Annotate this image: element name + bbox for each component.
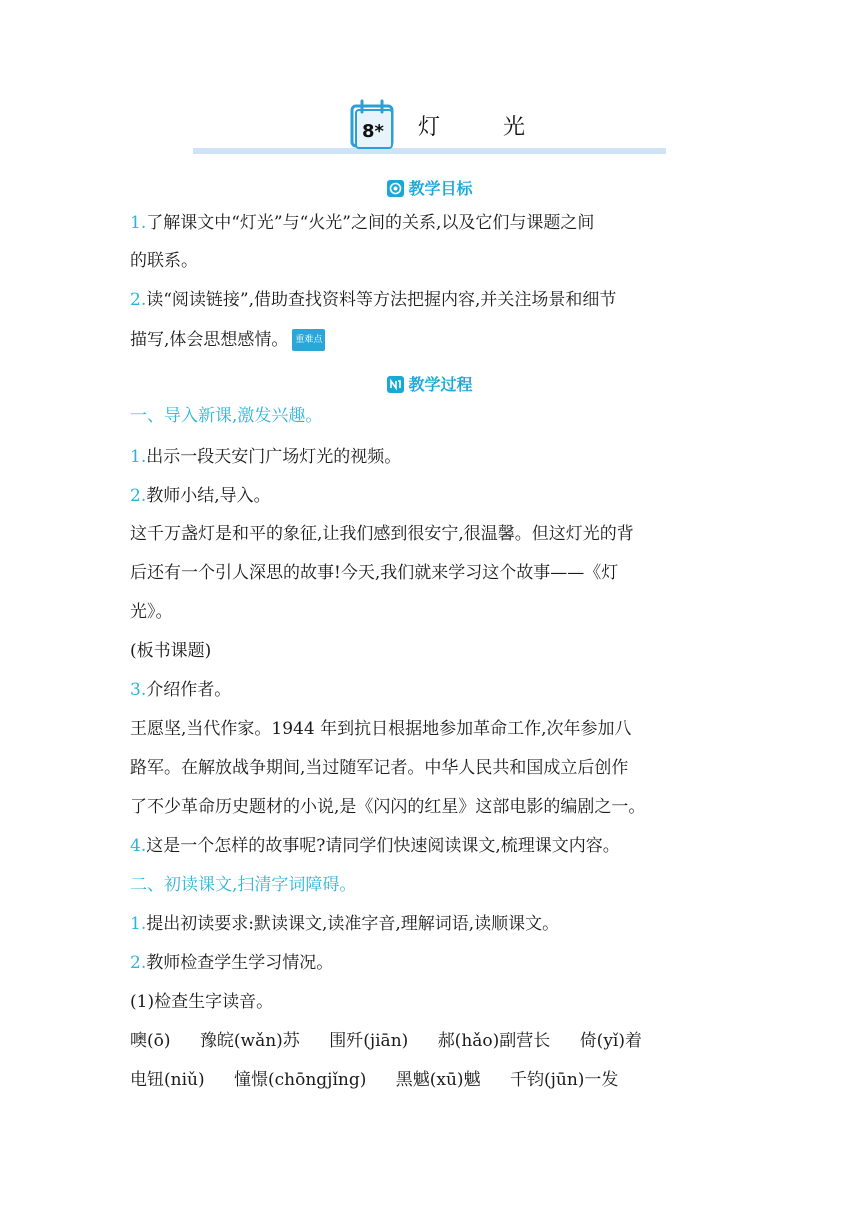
- pinyin-word: 噢(ō): [130, 1031, 171, 1051]
- process-heading-text: 教学过程: [408, 375, 473, 394]
- goal-item-2: 2.读“阅读链接”,借助查找资料等方法把握内容,并关注场景和细节: [130, 290, 617, 310]
- pinyin-word: 围歼(jiān): [329, 1031, 409, 1051]
- process-heading: [0, 372, 860, 395]
- p2-item-1: 1.提出初读要求:默读课文,读准字音,理解词语,读顺课文。: [130, 914, 560, 934]
- author-line3: 了不少革命历史题材的小说,是《闪闪的红星》这部电影的编剧之一。: [130, 797, 646, 817]
- p1-item-4: 4.这是一个怎样的故事呢?请同学们快速阅读课文,梳理课文内容。: [130, 836, 620, 856]
- author-line1: 王愿坚,当代作家。1944 年到抗日根据地参加革命工作,次年参加八: [130, 719, 632, 739]
- intro-paragraph-line1: 这千万盏灯是和平的象征,让我们感到很安宁,很温馨。但这灯光的背: [130, 524, 634, 544]
- part1-title: 一、导入新课,激发兴趣。: [130, 406, 323, 426]
- board-note: (板书课题): [130, 641, 212, 661]
- p1-item-2: 2.教师小结,导入。: [130, 486, 271, 506]
- goal-item-1: 1.了解课文中“灯光”与“火光”之间的关系,以及它们与课题之间: [130, 213, 595, 233]
- pinyin-word: 电钮(niǔ): [130, 1070, 205, 1090]
- pinyin-row-2: [130, 1070, 642, 1090]
- pinyin-word: 千钧(jūn)一发: [509, 1070, 619, 1090]
- p2-item-2: 2.教师检查学生学习情况。: [130, 953, 334, 973]
- goal-item-1-cont: 的联系。: [130, 251, 198, 271]
- goals-heading: [0, 176, 860, 199]
- pinyin-word: 豫皖(wǎn)苏: [199, 1031, 300, 1051]
- page-title: 灯 光: [418, 115, 553, 140]
- lesson-title-block: [193, 96, 666, 160]
- process-icon: [387, 376, 404, 393]
- p1-item-3: 3.介绍作者。: [130, 680, 232, 700]
- pinyin-word: 憧憬(chōngjǐng): [234, 1070, 367, 1090]
- calendar-icon: [348, 98, 398, 150]
- key-difficulty-badge: 重难点: [292, 329, 325, 351]
- goals-heading-text: 教学目标: [408, 179, 473, 198]
- intro-paragraph-line2: 后还有一个引人深思的故事!今天,我们就来学习这个故事——《灯: [130, 563, 619, 583]
- pinyin-word: 郝(hǎo)副营长: [437, 1031, 551, 1051]
- pinyin-word: 黑魆(xū)魆: [395, 1070, 481, 1090]
- sub-item-1: (1)检查生字读音。: [130, 992, 274, 1012]
- pinyin-row-1: [130, 1031, 666, 1051]
- target-icon: [387, 180, 404, 197]
- author-line2: 路军。在解放战争期间,当过随军记者。中华人民共和国成立后创作: [130, 758, 629, 778]
- part2-title: 二、初读课文,扫清字词障碍。: [130, 875, 357, 895]
- p1-item-1: 1.出示一段天安门广场灯光的视频。: [130, 447, 402, 467]
- title-underline: [193, 148, 666, 154]
- intro-paragraph-line3: 光》。: [130, 602, 173, 622]
- pinyin-word: 倚(yǐ)着: [579, 1031, 642, 1051]
- lesson-number: 8*: [362, 121, 384, 142]
- goal-item-2-cont: 描写,体会思想感情。 重难点: [130, 329, 325, 351]
